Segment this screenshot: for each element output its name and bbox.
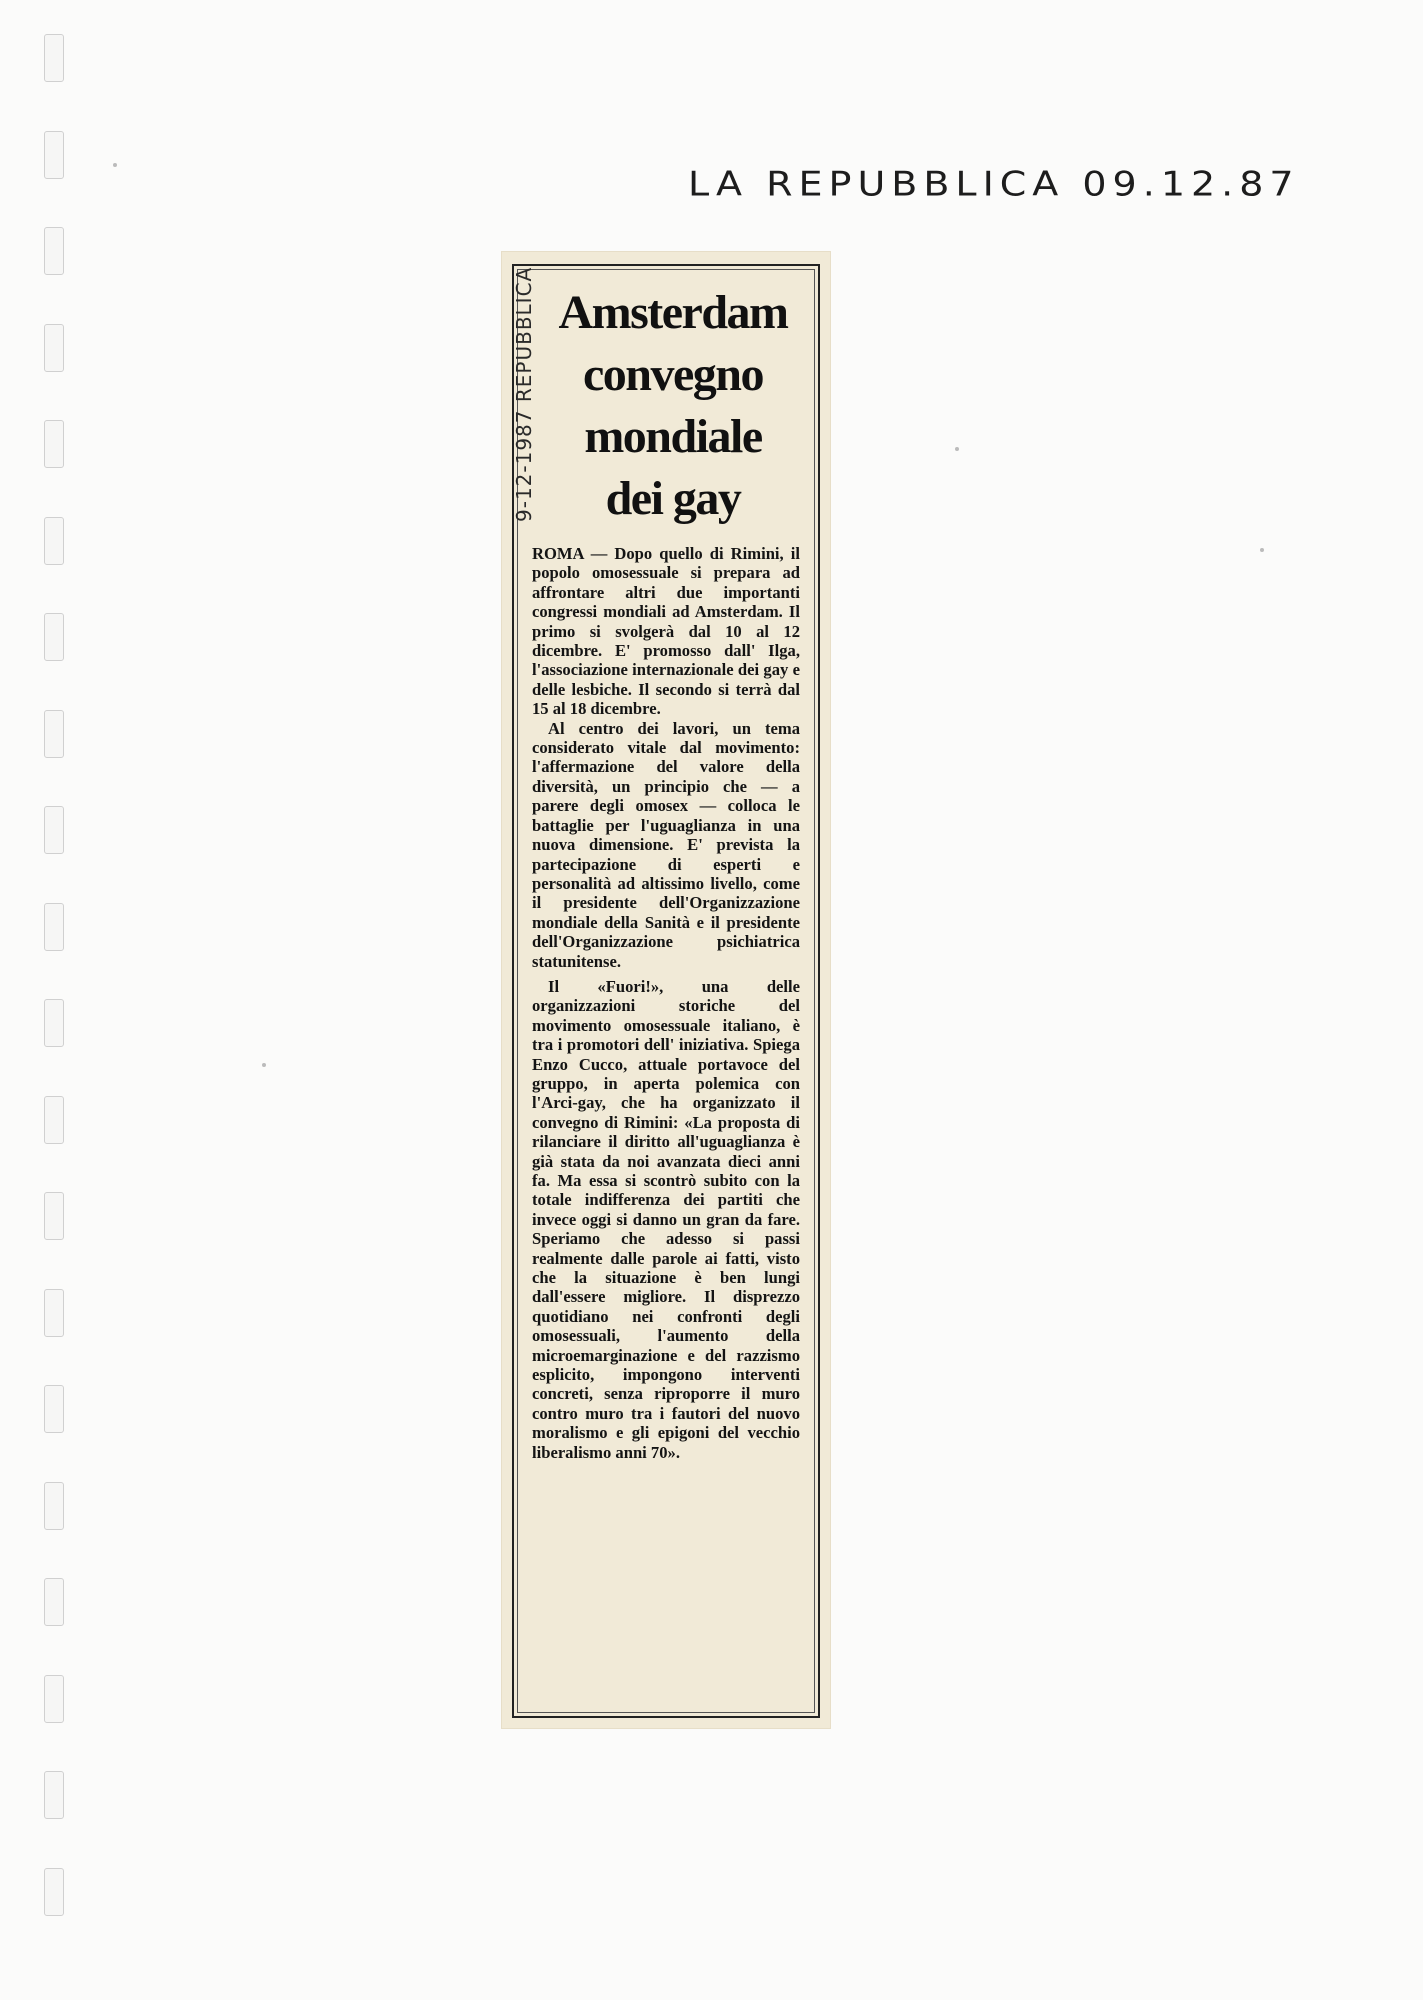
binder-hole — [44, 517, 64, 565]
headline-line: convegno — [583, 348, 763, 401]
headline-line: Amsterdam — [558, 286, 788, 339]
date-stamp: 9-12-1987 REPUBBLICA — [512, 266, 536, 522]
binder-hole — [44, 1771, 64, 1819]
binder-hole — [44, 420, 64, 468]
binder-hole — [44, 903, 64, 951]
binder-hole — [44, 131, 64, 179]
binder-hole — [44, 806, 64, 854]
newspaper-clipping — [502, 252, 830, 1728]
headline-line: dei gay — [605, 472, 741, 525]
binder-hole — [44, 1192, 64, 1240]
scan-speck — [262, 1063, 266, 1067]
binder-hole — [44, 999, 64, 1047]
binder-hole — [44, 1482, 64, 1530]
handwritten-source-label: LA REPUBBLICA 09.12.87 — [688, 164, 1300, 204]
binder-hole — [44, 227, 64, 275]
binder-hole — [44, 613, 64, 661]
binder-hole — [44, 1385, 64, 1433]
scan-speck — [113, 163, 117, 167]
scan-speck — [1260, 548, 1264, 552]
article-paragraph: Il «Fuori!», una delle organizzazioni storiche del movimento omosessuale italiano, è tra i promotori dell' iniziativa. Spiega Enzo Cucco, attuale portavoce del gruppo, in aperta polemica con l'Arci-gay, che ha organizzato il convegno di Rimini: «La proposta di rilanciare il diritto all'uguaglianza è già stata da noi avanzata dieci anni fa. Ma essa si scontrò subito con la totale indifferenza dei partiti che invece oggi si danno un gran da fare. Speriamo che adesso si passi realmente dalle parole ai fatti, visto che la situazione è ben lungi dall'essere migliore. Il disprezzo quotidiano nei confronti degli omosessuali, l'aumento della microemarginazione e del razzismo esplicito, impongono interventi concreti, senza riproporre il muro contro muro tra i fautori del nuovo moralismo e gli epigoni del vecchio liberalismo anni 70». — [532, 976, 800, 1462]
article-paragraph: Al centro dei lavori, un tema considerato vitale dal movimento: l'affermazione del valore della diversità, un principio che — a parere degli omosex — colloca le battaglie per l'uguaglianza in una nuova dimensione. E' prevista la partecipazione di esperti e personalità ad altissimo livello, come il presidente dell'Organizzazione mondiale della Sanità e il presidente dell'Organizzazione psichiatrica statunitense. — [532, 718, 800, 971]
binder-hole — [44, 710, 64, 758]
headline-line: mondiale — [584, 410, 762, 463]
scan-speck — [955, 447, 959, 451]
article-body — [532, 544, 800, 1462]
article-paragraph: ROMA — Dopo quello di Rimini, il popolo omosessuale si prepara ad affrontare altri due importanti congressi mondiali ad Amsterdam. Il primo si svolgerà dal 10 al 12 dicembre. E' promosso dall' Ilga, l'associazione internazionale dei gay e delle lesbiche. Il secondo si terrà dal 15 al 18 dicembre. — [532, 544, 800, 719]
binder-hole — [44, 324, 64, 372]
binder-hole — [44, 1289, 64, 1337]
headline — [538, 282, 808, 530]
binder-hole — [44, 1675, 64, 1723]
binder-hole — [44, 34, 64, 82]
binder-hole — [44, 1868, 64, 1916]
binder-hole — [44, 1096, 64, 1144]
binder-hole — [44, 1578, 64, 1626]
binder-holes — [44, 34, 64, 1964]
